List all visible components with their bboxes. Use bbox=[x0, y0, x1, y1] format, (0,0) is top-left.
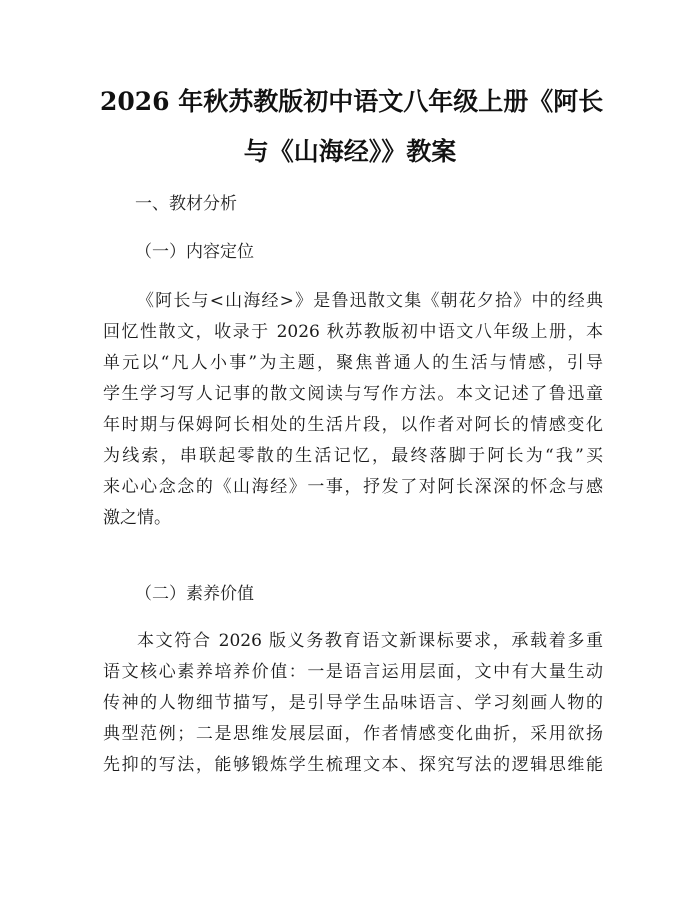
section-heading-textbook-analysis: 一、教材分析 bbox=[135, 194, 237, 214]
subsection-heading-literacy-value: （二）素养价值 bbox=[135, 584, 254, 604]
paragraph-content-positioning bbox=[103, 286, 603, 534]
subsection-heading-content-positioning: （一）内容定位 bbox=[135, 242, 254, 262]
paragraph-line: 回忆性散文，收录于 2026 秋苏教版初中语文八年级上册，本 bbox=[103, 322, 603, 342]
paragraph-line: 《阿长与<山海经>》是鲁迅散文集《朝花夕拾》中的经典 bbox=[137, 291, 603, 311]
paragraph-line: 来心心念念的《山海经》一事，抒发了对阿长深深的怀念与感 bbox=[103, 477, 603, 497]
paragraph-line: 单元以“凡人小事”为主题，聚焦普通人的生活与情感，引导 bbox=[103, 353, 603, 373]
paragraph-line: 年时期与保姆阿长相处的生活片段，以作者对阿长的情感变化 bbox=[103, 415, 603, 435]
paragraph-line: 语文核心素养培养价值：一是语言运用层面，文中有大量生动 bbox=[103, 662, 603, 682]
paragraph-line: 为线索，串联起零散的生活记忆，最终落脚于阿长为“我”买 bbox=[103, 446, 603, 466]
paragraph-line: 典型范例；二是思维发展层面，作者情感变化曲折，采用欲扬 bbox=[103, 724, 603, 744]
document-title-line-1: 2026 年秋苏教版初中语文八年级上册《阿长 bbox=[100, 87, 604, 116]
paragraph-line: 激之情。 bbox=[103, 508, 171, 528]
paragraph-line: 先抑的写法，能够锻炼学生梳理文本、探究写法的逻辑思维能 bbox=[103, 755, 603, 775]
document-title-line-2: 与《山海经》》教案 bbox=[243, 137, 457, 166]
paragraph-literacy-value bbox=[103, 626, 603, 781]
paragraph-line: 本文符合 2026 版义务教育语文新课标要求，承载着多重 bbox=[137, 631, 603, 651]
paragraph-line: 学生学习写人记事的散文阅读与写作方法。本文记述了鲁迅童 bbox=[103, 384, 603, 404]
paragraph-line: 传神的人物细节描写，是引导学生品味语言、学习刻画人物的 bbox=[103, 693, 603, 713]
